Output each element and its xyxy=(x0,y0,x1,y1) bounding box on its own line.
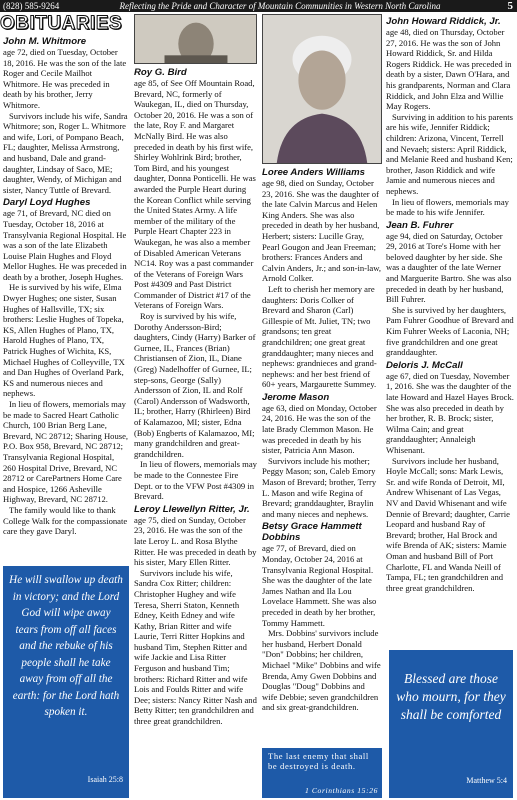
column-2 xyxy=(134,65,257,800)
obituary-paragraph: He is survived by his wife, Elma Dwyer Hughes; one sister, Susan Hughes of Hallsville, TX; six brothers: Leslie Hughes of Topeka, KS, Allen Hughes of Plano, TX, Harold Hughes of Plano, TX, Patrick Hughes of Wichita, KS, Michael Hughes of Colleyville, TX and Dan Hughes of Overland Park, KS and numerous nieces and nephews. xyxy=(3,282,125,399)
obituary-name: John Howard Riddick, Jr. xyxy=(386,16,501,27)
obituary-paragraph: The family would like to thank College Walk for the compassionate care they gave Daryl. xyxy=(3,504,128,537)
photo-loree-williams xyxy=(262,14,382,164)
portrait-image xyxy=(263,15,381,163)
obituary-name: John M. Whitmore xyxy=(3,36,87,47)
obituary-name: Daryl Loyd Hughes xyxy=(3,197,91,209)
obituary-paragraph: Survivors include his wife, Sandra Cox Ritter; children: Christopher Hughey and wife Teresa, Sherri Staton, Kenneth Edney, Keith Edney and wife Kathy, Brian Ritter and wife Laurie, Terri Ritter Hopkins and husband Tim, Stephen Ritter and wife Jackie and Lisa Ritter Ferguson and husband Tim; brothers: Richard Ritter and wife Lois and Foulds Ritter and wife Dee; sisters: Nancy Ritter Nash and Betty Ritter; ten grandchildren and three great grandchildren. xyxy=(134,567,257,727)
obituary-paragraph: age 72, died on Tuesday, October 18, 2016. He was the son of the late Roger and Cecile Mailhot Whitmore. He was preceded in death by his brother, Jerry Whitmore. xyxy=(3,47,127,110)
obituary-paragraph: Roy is survived by his wife, Dorothy Andersson-Bird; daughters, Cindy (Harry) Barker of Gurnee, IL, Frances (Brian) Christiansen of Zion, IL, Diane (Greg) Nadelhoffer of Gurnee, IL; step-sons, George (Sally) Andersson of Zion, IL and Rolf (Carol) Andersson of Wadsworth, IL; brother, Harry (Rhirleen) Bird of Kalamazoo, MI; sister, Edna (Bob) Engberts of Kalamazoo, MI; many grandchildren and great-grandchildren. xyxy=(134,311,256,459)
column-3 xyxy=(262,165,382,790)
obituary-paragraph: age 63, died on Monday, October 24, 2016. He was the son of the late Brady Clemmon Mason. He was preceded in death by his sister, Patricia Ann Mason. xyxy=(262,402,377,456)
obituary-paragraph: age 48, died on Thursday, October 27, 2016. He was the son of John Howard Riddick, Sr. and Hilda Rogers Riddick. He was preceded in death by a sister, Dawn O'Hara, and his grandparents, Norman and Clara Riddick, and John Elza and Willie May Rogers. xyxy=(386,27,512,112)
obituary-paragraph: age 75, died on Sunday, October 23, 2016. He was the son of the late Leroy L. and Rosa Blythe Ritter. He was preceded in death by his sister, Mary Ellen Ritter. xyxy=(134,514,257,568)
verse-box-matthew xyxy=(389,650,513,798)
obituary-paragraph: Surviving in addition to his parents are his wife, Jennifer Riddick; children: Arizona, Vincent, Terrell and Nevaeh; sisters: April Riddick, and Melanie Reed and husband Ken; brother, Jason Riddick and wife Jamie and numerous nieces and nephews. xyxy=(386,111,514,196)
verse-reference: 1 Corinthians 15:26 xyxy=(305,786,378,795)
header-slogan: Reflecting the Pride and Character of Mountain Communities in Western North Carolina xyxy=(119,1,441,11)
obituary-paragraph: In lieu of flowers, memorials may be made to his wife Jennifer. xyxy=(386,196,509,218)
obituary-paragraph: age 94, died on Saturday, October 29, 2016 at Tore's Home with her beloved daughter by her side. She was a daughter of the late Werner and Marguerite Bartro. She was also preceded in death by her husband, Bill Fuhrer. xyxy=(386,230,512,305)
verse-box-isaiah xyxy=(3,566,129,798)
portrait-image xyxy=(135,15,256,63)
obituary-paragraph: age 77, of Brevard, died on Monday, October 24, 2016 at Transylvania Regional Hospital. She was the daughter of the late James Nathan and Ila Lou Lovelace Hammett. She was also preceded in death by her brother, Tommy Hammett. xyxy=(262,543,377,628)
obituary-name: Roy G. Bird xyxy=(134,67,187,78)
obituary-paragraph: Survivors include his wife, Sandra Whitmore; son, Roger L. Whitmore and wife, Lori, of Pompano Beach, FL; daughter, Melissa Armstrong, and husband, Dale and grand-daughter, Lindsay of Saco, ME; daughter, Wendy, of Michigan and sister, Nancy Tuttle of Brevard. xyxy=(3,110,128,195)
obituary-paragraph: age 71, of Brevard, NC died on Tuesday, October 18, 2016 at Transylvania Regional Hospital. He was a son of the late Elizabeth Louise Plain Hughes and Floyd Mellor Hughes. He was preceded in death by a brother, Joseph Hughes. xyxy=(3,208,127,282)
verse-box-corinthians xyxy=(262,748,382,798)
section-title: OBITUARIES xyxy=(0,13,123,34)
column-4 xyxy=(386,14,514,644)
verse-reference: Isaiah 25:8 xyxy=(87,774,123,784)
obituary-paragraph: Left to cherish her memory are daughters: Doris Colker of Brevard and Sharon (Carl) Gillespie of Mt. Juliet, TN; two grandsons; ten great grandchildren; one great great granddaughter; many nieces and nephews: grandnieces and grand-nephews: and her best friend of 60+ years, Margaurette Summey. xyxy=(262,283,377,390)
obituary-paragraph: Mrs. Dobbins' survivors include her husband, Herbert Donald "Don" Dobbins; her children, Michael "Mike" Dobbins and wife Brenda, Amy Gwen Dobbins and Douglas "Doug" Dobbins and wife Debbie; seven grandchildren and six great-grandchildren. xyxy=(262,628,381,713)
verse-text: He will swallow up death in victory; and the Lord God will wipe away tears from off all faces and the rebuke of his people shall he take away from off all the earth: for the Lord hath spoken it. xyxy=(9,574,123,718)
verse-text: Blessed are those who mourn, for they shall be comforted xyxy=(396,671,506,722)
obituary-paragraph: In lieu of flowers, memorials may be made to the Connestee Fire Dept. or to the VFW Post #4309 in Brevard. xyxy=(134,459,257,502)
verse-text: The last enemy that shall be destroyed is death. xyxy=(268,751,369,771)
obituary-paragraph: age 85, of See Off Mountain Road, Brevard, NC, formerly of Waukegan, IL, died on Thursday, October 20, 2016. He was a son of the late, Roy F. and Margaret McNally Bird. He was also preceded in death by his first wife, Shirley Wohlrink Bird; brother, Tom Bird, and his youngest daughter, Donna Ponticelli. He was awarded the Purple Heart during the Korean Conflict while serving the United States Army. A life member of the military of the Purple Heart Chapter 223 in Waukegan, he was also a member of Disabled American Veterans NC14. Roy was a past commander of the Veterans of Foreign Wars Post #4309 and Past District Commander of District #17 of the Veterans of Foreign Wars. xyxy=(134,78,256,311)
verse-reference: Matthew 5:4 xyxy=(466,776,507,785)
obituary-paragraph: Survivors include his mother; Peggy Mason; son, Caleb Emory Mason of Brevard; brother, Terry L. Mason and wife Regina of Brevard; granddaughter, Braylin and many nieces and nephews. xyxy=(262,455,377,519)
header-phone: (828) 585-9264 xyxy=(3,1,60,11)
page-header xyxy=(0,0,517,12)
column-1 xyxy=(3,34,129,584)
obituary-paragraph: She is survived by her daughters, Pam Fuhrer Goodhue of Brevard and Kim Fuhrer Weeks of Laconia, NH; five grandchildren and one great granddaughter. xyxy=(386,304,514,358)
photo-roy-bird xyxy=(134,14,257,64)
obituary-paragraph: In lieu of flowers, memorials may be made to Sacred Heart Catholic Church, 100 Brian Berg Lane, Brevard, NC 28712; Sharing House, P.O. Box 958, Brevard, NC 28712; Transylvania Regional Hospital, 260 Hospital Drive, Brevard, NC 28712 or CarePartners Home Care and Hospice, 1266 Asheville Highway, Brevard, NC 28712. xyxy=(3,399,129,505)
page-number: 5 xyxy=(507,0,513,12)
obituary-name: Betsy Grace Hammett Dobbins xyxy=(262,521,362,544)
obituary-name: Leroy Llewellyn Ritter, Jr. xyxy=(134,503,250,515)
obituary-paragraph: age 67, died on Tuesday, November 1, 2016. She was the daughter of the late Howard and Hazel Hayes Brock. She was also preceded in death by her brother, R. B. Brock; sister, Wilma Cain; and great granddaughter; Annaleigh Whisenant. xyxy=(386,370,514,455)
obituary-name: Jean B. Fuhrer xyxy=(386,219,454,231)
obituary-name: Loree Anders Williams xyxy=(262,167,365,178)
obituary-paragraph: Survivors include her husband, Hoyle McCall; sons: Mark Lewis, Sr. and wife Ronda of Detroit, MI, Andrew Whisenant of Las Vegas, NV and David Whisenant and wife Dennie of Brevard; daughter, Carrie Leopard and husband Ray of Brevard; brother, Hal Brock and wife Brenda of AK; sisters: Mamie Oman and husband Bill of Port Charlotte, FL and Wanda Neill of Tampa, FL; ten grandchildren and three great grandchildren. xyxy=(386,455,510,593)
obituary-paragraph: age 98, died on Sunday, October 23, 2016. She was the daughter of the late Calvin Marcus and Helen King Anders. She was also preceded in death by her husband, Herbert; sisters: Lucille Gray, Pearl Gougon and Jean Freeman; brothers: Frances Anders and Calvin Anders, Jr.; and son-in-law, Arnold Colker. xyxy=(262,178,382,284)
obituary-name: Deloris J. McCall xyxy=(386,359,463,371)
obituary-name: Jerome Mason xyxy=(262,391,330,403)
